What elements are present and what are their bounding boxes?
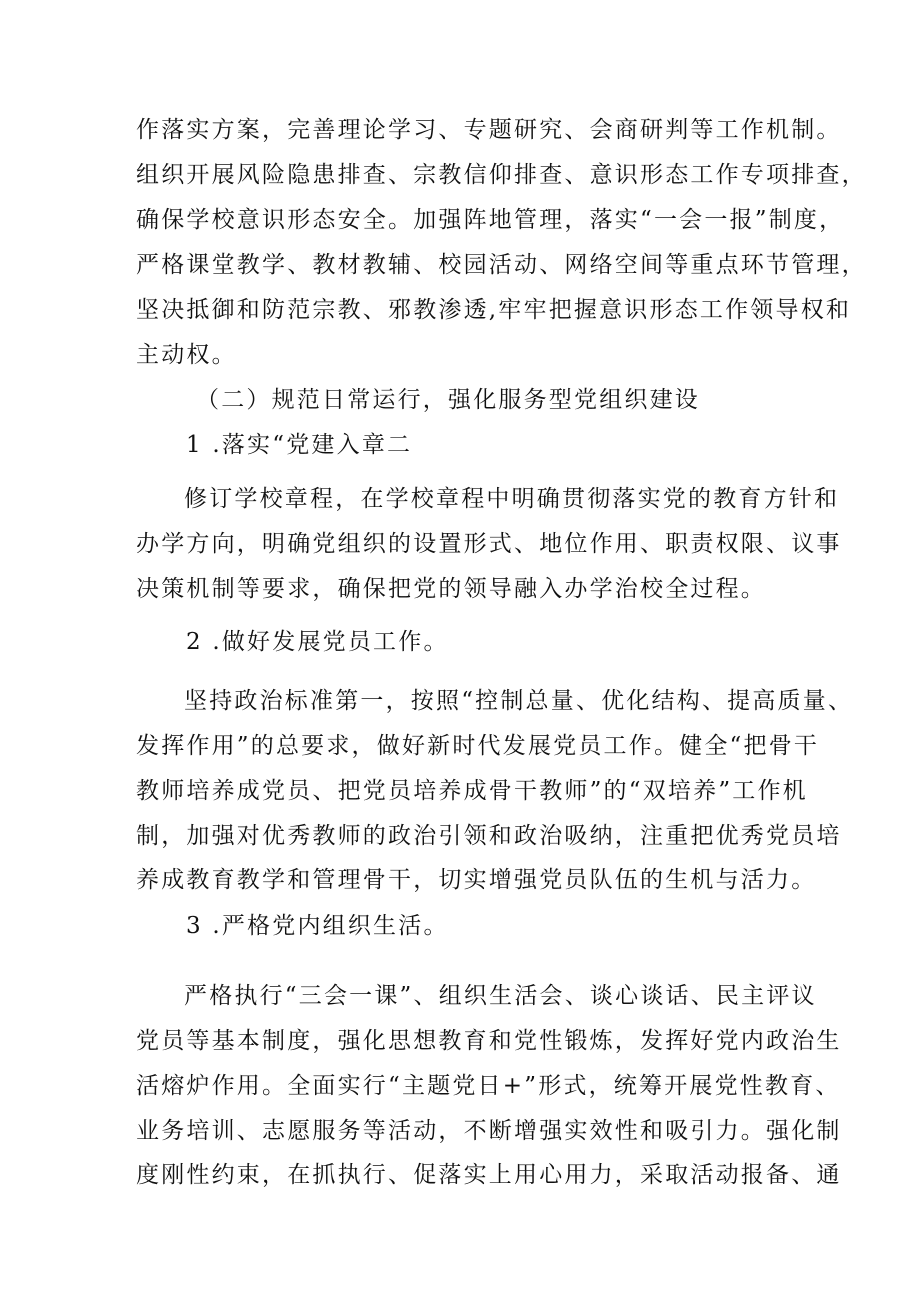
- paragraph-line: 养成教育教学和管理骨干，切实增强党员队伍的生机与活力。: [136, 867, 817, 893]
- paragraph-line: 组织开展风险隐患排查、宗教信仰排查、意识形态工作专项排查，: [136, 162, 867, 188]
- paragraph-line: 严格课堂教学、教材教辅、校园活动、网络空间等重点环节管理，: [136, 252, 867, 278]
- paragraph-line: 确保学校意识形态安全。加强阵地管理，落实“一会一报”制度，: [136, 207, 845, 233]
- paragraph-line: 坚持政治标准第一，按照“控制总量、优化结构、提高质量、: [184, 688, 854, 714]
- paragraph-line: 业务培训、志愿服务等活动，不断增强实效性和吸引力。强化制: [136, 1118, 842, 1144]
- paragraph-line: 制，加强对优秀教师的政治引领和政治吸纳，注重把优秀党员培: [136, 823, 842, 849]
- paragraph-line: 党员等基本制度，强化思想教育和党性锻炼，发挥好党内政治生: [136, 1028, 842, 1054]
- paragraph-line: 严格执行“三会一课”、组织生活会、谈心谈话、民主评议: [184, 983, 817, 1009]
- item-heading-1: 1 .落实“党建入章二: [186, 432, 413, 458]
- item-heading-3: 3 .严格党内组织生活。: [186, 913, 449, 939]
- paragraph-line: 活熔炉作用。全面实行“主题党日+”形式，统筹开展党性教育、: [136, 1073, 841, 1099]
- item-heading-2: 2 .做好发展党员工作。: [186, 629, 449, 655]
- section-heading: （二）规范日常运行，强化服务型党组织建设: [196, 387, 700, 413]
- paragraph-line: 决策机制等要求，确保把党的领导融入办学治校全过程。: [136, 576, 766, 602]
- paragraph-line: 办学方向，明确党组织的设置形式、地位作用、职责权限、议事: [136, 531, 842, 557]
- paragraph-line: 作落实方案，完善理论学习、专题研究、会商研判等工作机制。: [136, 117, 842, 143]
- paragraph-line: 坚决抵御和防范宗教、邪教渗透,牢牢把握意识形态工作领导权和: [136, 297, 852, 323]
- paragraph-line: 发挥作用”的总要求，做好新时代发展党员工作。健全“把骨干: [136, 733, 820, 759]
- paragraph-line: 度刚性约束，在抓执行、促落实上用心用力，采取活动报备、通: [136, 1162, 842, 1188]
- paragraph-line: 教师培养成党员、把党员培养成骨干教师”的“双培养”工作机: [136, 778, 808, 804]
- paragraph-line: 主动权。: [136, 342, 237, 368]
- paragraph-line: 修订学校章程，在学校章程中明确贯彻落实党的教育方针和: [184, 486, 840, 512]
